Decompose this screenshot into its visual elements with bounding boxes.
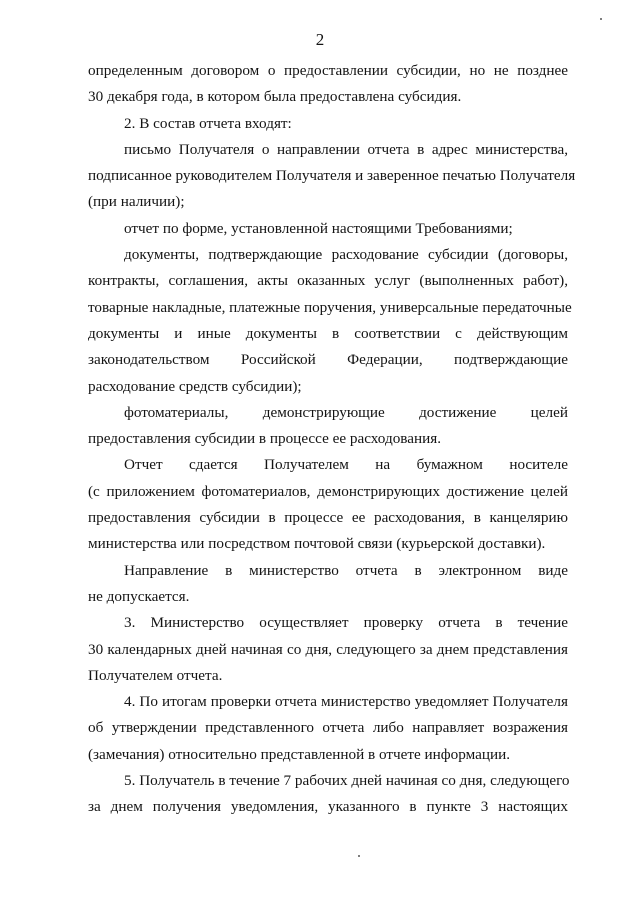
text-line: 5. Получатель в течение 7 рабочих дней начиная со дня, следующего <box>124 772 570 790</box>
text-line: 4. По итогам проверки отчета министерство уведомляет Получателя <box>124 693 568 711</box>
text-line: за днем получения уведомления, указанного в пункте 3 настоящих <box>88 798 568 816</box>
text-line: законодательством Российской Федерации, подтверждающие <box>88 351 568 369</box>
document-body <box>88 58 576 821</box>
text-line: определенным договором о предоставлении субсидии, но не позднее <box>88 62 568 79</box>
text-line: 3. Министерство осуществляет проверку отчета в течение <box>124 614 568 632</box>
text-line: не допускается. <box>88 587 190 605</box>
text-line: об утверждении представленного отчета либо направляет возражения <box>88 719 568 737</box>
text-line: 30 календарных дней начиная со дня, следующего за днем представления <box>88 640 568 658</box>
text-line: предоставления субсидии в процессе ее расходования. <box>88 430 442 448</box>
text-line: документы и иные документы в соответствии с действующим <box>88 324 568 342</box>
text-line: (при наличии); <box>88 193 185 211</box>
text-line: министерства или посредством почтовой связи (курьерской доставки). <box>88 535 546 553</box>
text-line: Получателем отчета. <box>88 666 223 684</box>
scan-speck <box>600 18 602 20</box>
text-line: подписанное руководителем Получателя и заверенное печатью Получателя <box>88 167 576 185</box>
text-line: 2. В состав отчета входят: <box>124 114 292 132</box>
text-line: Отчет сдается Получателем на бумажном носителе <box>124 456 568 474</box>
text-line: расходование средств субсидии); <box>88 377 302 395</box>
text-line: отчет по форме, установленной настоящими Требованиями; <box>124 219 513 237</box>
text-line: документы, подтверждающие расходование субсидии (договоры, <box>124 246 568 264</box>
text-line: контракты, соглашения, акты оказанных услуг (выполненных работ), <box>88 272 568 290</box>
text-line: 30 декабря года, в котором была предоставлена субсидия. <box>88 88 462 106</box>
text-line: (с приложением фотоматериалов, демонстрирующих достижение целей <box>88 482 568 500</box>
page-number: 2 <box>315 30 325 49</box>
text-line: (замечания) относительно представленной в отчете информации. <box>88 745 511 763</box>
text-line: письмо Получателя о направлении отчета в адрес министерства, <box>124 140 568 158</box>
text-line: фотоматериалы, демонстрирующие достижение целей <box>124 403 568 421</box>
text-line: предоставления субсидии в процессе ее расходования, в канцелярию <box>88 509 568 527</box>
scan-speck <box>358 855 360 857</box>
text-line: товарные накладные, платежные поручения, универсальные передаточные <box>88 298 572 316</box>
text-line: Направление в министерство отчета в электронном виде <box>124 561 568 579</box>
